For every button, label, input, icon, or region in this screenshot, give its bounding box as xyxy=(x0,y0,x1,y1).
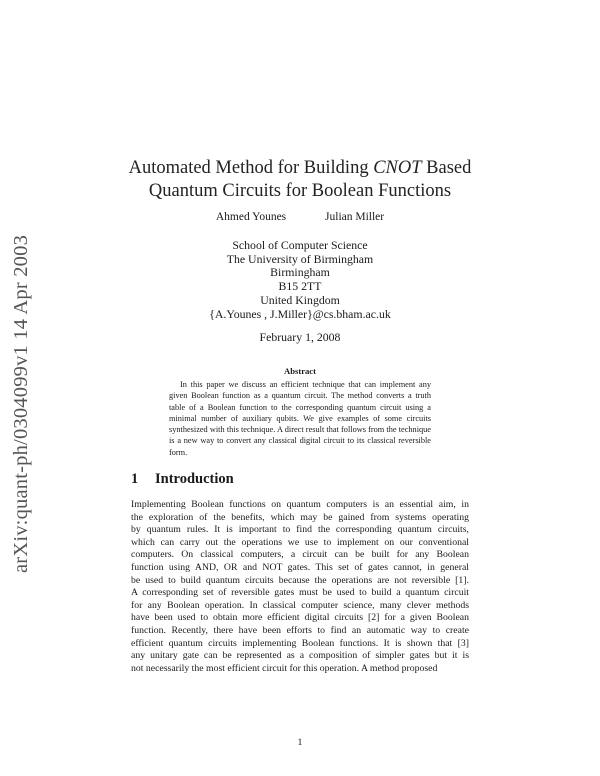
abstract-heading: Abstract xyxy=(284,366,316,376)
section-heading xyxy=(131,471,234,488)
author-emails: {A.Younes , J.Miller}@cs.bham.ac.uk xyxy=(209,306,391,321)
text-line: Implementing Boolean functions on quantum computers is an essential aim, in xyxy=(131,499,469,510)
text-line: have been used to obtain more efficient digital circuits [2] for a given Boolean xyxy=(131,612,469,624)
page-number: 1 xyxy=(297,737,303,748)
text-line: which can carry out the operations we use to implement on our conventional xyxy=(131,536,469,548)
abstract-paragraph: In this paper we discuss an efficient technique that can implement any given Boolean function as a quantum circuit. The method converts a truth table of a Boolean function to the corresponding quantum circuit using a minimal number of auxiliary qubits. We give examples of some circuits synthesized with this technique. A direct result that follows from the technique is a new way to convert any classical digital circuit to its classical reversible form. xyxy=(169,380,431,457)
introduction-paragraph xyxy=(131,499,469,675)
affiliation-line: B15 2TT xyxy=(278,279,322,294)
abstract-body xyxy=(169,379,431,458)
affiliation-line: Birmingham xyxy=(270,265,330,280)
text-line: function using AND, OR and NOT gates. This set of gates cannot, in general xyxy=(131,561,469,573)
text-line: efficient quantum circuits implementing Boolean functions. It is shown that [3] xyxy=(131,637,469,649)
text-line: any unitary gate can be represented as a composition of simpler gates but it is xyxy=(131,650,469,662)
text-line: A corresponding set of reversible gates must be used to build a quantum circuit xyxy=(131,587,469,599)
title-line-1: Automated Method for Building CNOT Based xyxy=(128,158,472,178)
title-cnot: CNOT xyxy=(373,158,422,178)
text-line: computers. On classical computers, a circuit can be built for any Boolean xyxy=(131,549,469,561)
affiliation-line: The University of Birmingham xyxy=(226,251,374,266)
affiliation-line: School of Computer Science xyxy=(232,238,368,252)
affiliation-block xyxy=(100,239,500,321)
title-line-2: Quantum Circuits for Boolean Functions xyxy=(148,181,452,201)
text-line: the exploration of the benefits, which may be gained from systems operating xyxy=(131,511,469,523)
text-line: not necessarily the most efficient circuit for this operation. A method proposed xyxy=(131,662,438,674)
paper-date: February 1, 2008 xyxy=(259,330,341,344)
author-name: Ahmed Younes xyxy=(215,211,287,223)
author-name: Julian Miller xyxy=(325,211,385,223)
paper-title xyxy=(100,157,500,203)
author-list xyxy=(100,211,500,223)
section-number: 1 xyxy=(131,471,139,487)
arxiv-identifier: arXiv:quant-ph/0304099v1 14 Apr 2003 xyxy=(10,234,32,573)
affiliation-line: United Kingdom xyxy=(260,292,340,307)
section-title: Introduction xyxy=(155,471,234,487)
text-line: for any Boolean operation. In classical computer science, many clever methods xyxy=(131,599,469,611)
text-line: be used to build quantum circuits because the operations are not reversible [1]. xyxy=(131,574,469,586)
text-line: function. Recently, there have been efforts to find an automatic way to create xyxy=(131,624,469,636)
text-line: by quantum rules. It is important to find the corresponding quantum circuits, xyxy=(131,524,469,536)
